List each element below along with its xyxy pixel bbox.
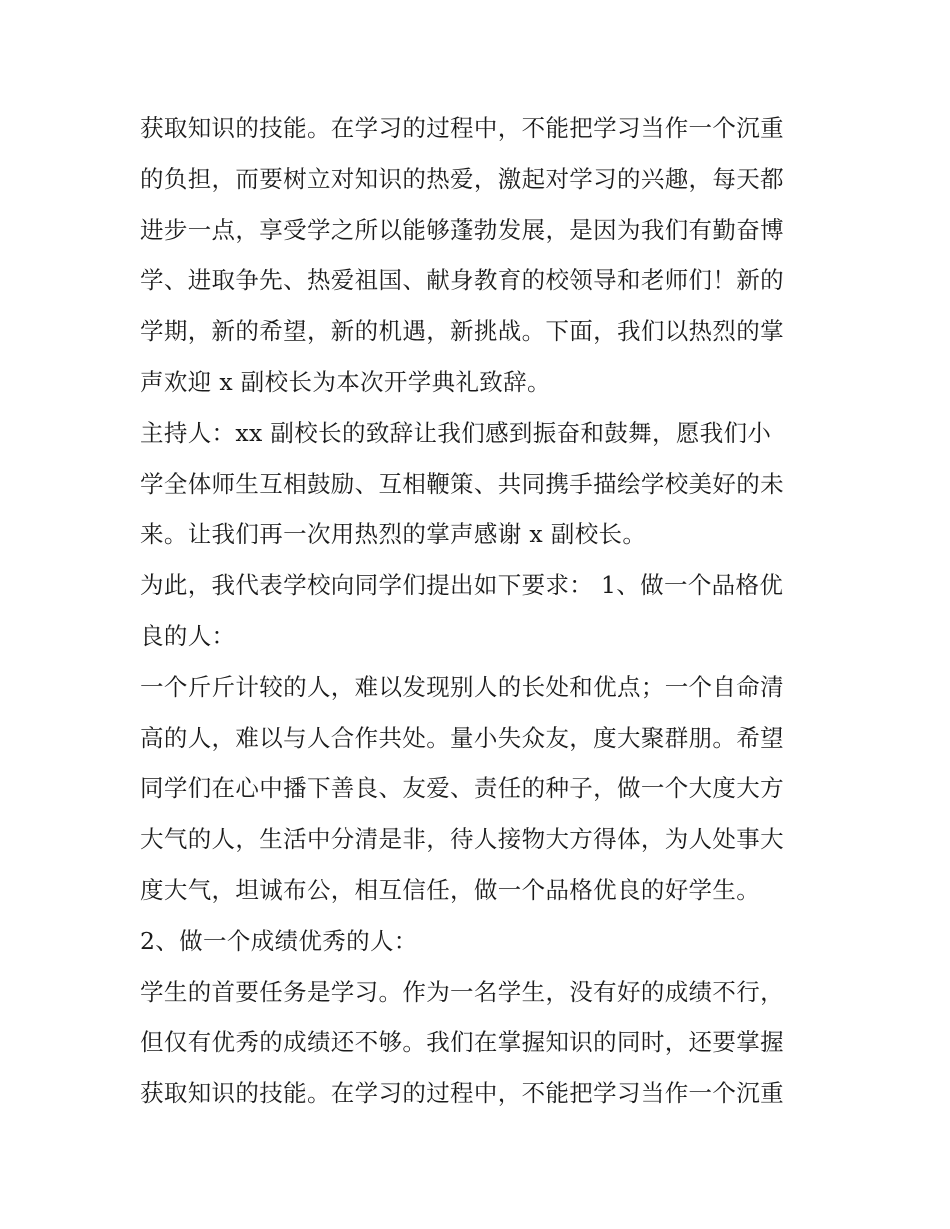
text-line: 学生的首要任务是学习。作为一名学生，没有好的成绩不行， bbox=[140, 977, 784, 1006]
text-line: 学全体师生互相鼓励、互相鞭策、共同携手描绘学校美好的未 bbox=[140, 469, 784, 498]
text-line: 但仅有优秀的成绩还不够。我们在掌握知识的同时，还要掌握 bbox=[140, 1028, 784, 1057]
text-line: 的负担，而要树立对知识的热爱，激起对学习的兴趣，每天都 bbox=[140, 164, 784, 193]
text-line: 一个斤斤计较的人，难以发现别人的长处和优点；一个自命清 bbox=[140, 672, 784, 701]
text-line: 声欢迎 x 副校长为本次开学典礼致辞。 bbox=[140, 367, 551, 396]
text-line: 学、进取争先、热爱祖国、献身教育的校领导和老师们！新的 bbox=[140, 266, 784, 295]
text-line: 同学们在心中播下善良、友爱、责任的种子，做一个大度大方 bbox=[140, 774, 784, 803]
text-line: 良的人： bbox=[140, 621, 236, 650]
text-line: 高的人，难以与人合作共处。量小失众友，度大聚群朋。希望 bbox=[140, 723, 784, 752]
text-line: 获取知识的技能。在学习的过程中，不能把学习当作一个沉重 bbox=[140, 1079, 784, 1108]
text-line: 大气的人，生活中分清是非，待人接物大方得体，为人处事大 bbox=[140, 825, 784, 854]
text-line: 主持人：xx 副校长的致辞让我们感到振奋和鼓舞，愿我们小 bbox=[140, 418, 772, 447]
text-line: 获取知识的技能。在学习的过程中，不能把学习当作一个沉重 bbox=[140, 114, 784, 142]
text-line: 来。让我们再一次用热烈的掌声感谢 x 副校长。 bbox=[140, 520, 647, 549]
text-line: 为此，我代表学校向同学们提出如下要求： 1、做一个品格优 bbox=[140, 571, 784, 600]
text-line: 度大气，坦诚布公，相互信任，做一个品格优良的好学生。 bbox=[140, 875, 761, 904]
text-line: 2、做一个成绩优秀的人： bbox=[140, 926, 418, 955]
document-body bbox=[140, 103, 820, 1119]
text-line: 进步一点，享受学之所以能够蓬勃发展，是因为我们有勤奋博 bbox=[140, 215, 784, 244]
text-line: 学期，新的希望，新的机遇，新挑战。下面，我们以热烈的掌 bbox=[140, 317, 784, 346]
